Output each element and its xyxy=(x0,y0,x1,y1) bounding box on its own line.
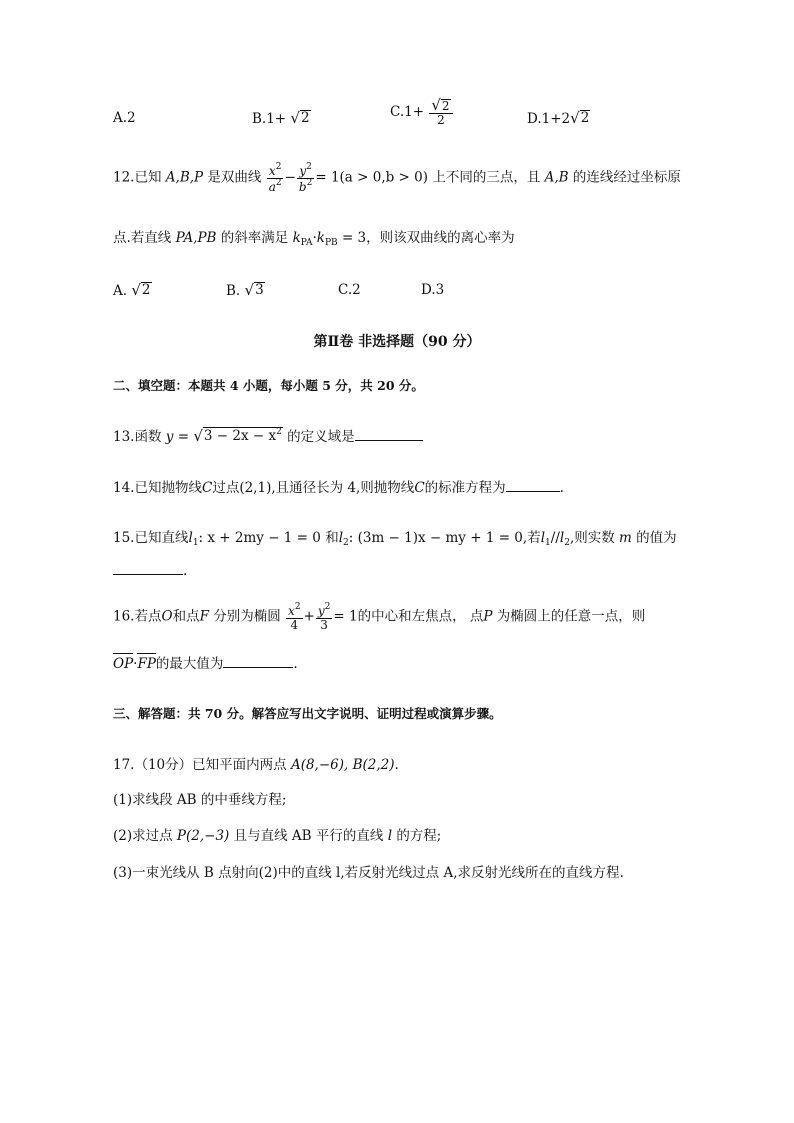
q13: 13.函数 y = √ $3 - 2x - x^2$ 的定义域是 xyxy=(113,425,423,445)
q17-part3: (3)一束光线从 B 点射向(2)中的直线 l,若反射光线过点 A,求反射光线所在的直线方程. xyxy=(113,865,624,881)
q17-part2: (2)求过点 P(2,−3) 且与直线 AB 平行的直线 l 的方程; xyxy=(113,828,442,844)
answer-blank xyxy=(223,666,293,668)
q12-line2: 点.若直线 PA,PB 的斜率满足 $k_{PA}\cdot k_{PB} = 3$，则该双曲线的离心率为 xyxy=(113,230,515,248)
q11-option-d: D.1+2 √ 2 xyxy=(527,108,590,127)
fill-in-header: 二、填空题：本题共 4 小题，每小题 5 分，共 20 分。 xyxy=(113,378,424,393)
q16-line1: 16.若点O和点F 分别为椭圆 $\frac{x^2}{4}$ + $\frac{y^2}{3}$ = 1的中心和左焦点， 点P 为椭圆上的任意一点，则 xyxy=(113,602,646,632)
q12-option-c: C.2 xyxy=(338,282,361,298)
q12-option-d: D.3 xyxy=(421,282,445,298)
fraction: √ 2 2 xyxy=(429,98,452,127)
answer-blank xyxy=(506,490,560,492)
q15-line2: . xyxy=(113,563,187,579)
answer-blank xyxy=(113,573,183,575)
q11-option-c: C.1+ √ 2 2 xyxy=(390,98,454,127)
q15-line1: 15.已知直线$l_1$: x + 2my − 1 = 0 和$l_2$: (3m − 1)x − my + 1 = 0,若$l_1//l_2$,则实数 m 的值为 xyxy=(113,530,677,548)
answer-section-header: 三、解答题：共 70 分。解答应写出文字说明、证明过程或演算步骤。 xyxy=(113,706,502,721)
q17-intro: 17.（10分）已知平面内两点 A(8,−6), B(2,2). xyxy=(113,757,399,773)
q12-option-b: B. √ 3 xyxy=(226,280,264,299)
q14: 14.已知抛物线C过点(2,1),且通径长为 4,则抛物线C的标准方程为 . xyxy=(113,480,564,496)
sqrt-symbol: √ 2 xyxy=(290,108,310,127)
q11-option-b: B.1+ √ 2 xyxy=(252,108,310,127)
q12-line1: 12.已知 A,B,P 是双曲线 $\frac{x^2}{a^2}$ − $\frac{y^2}{b^2}$ = 1(a > 0,b > 0) 上不同的三点，且 A,B 的连线经过坐标原 xyxy=(113,162,681,194)
section-title: 第Ⅱ卷 非选择题（90 分） xyxy=(313,334,481,350)
q12-option-a: A. √ 2 xyxy=(113,280,151,299)
q16-line2: OP·FP的最大值为 . xyxy=(113,656,298,672)
answer-blank xyxy=(355,439,423,441)
q17-part1: (1)求线段 AB 的中垂线方程; xyxy=(113,792,287,808)
q11-option-a: A.2 xyxy=(113,110,136,126)
